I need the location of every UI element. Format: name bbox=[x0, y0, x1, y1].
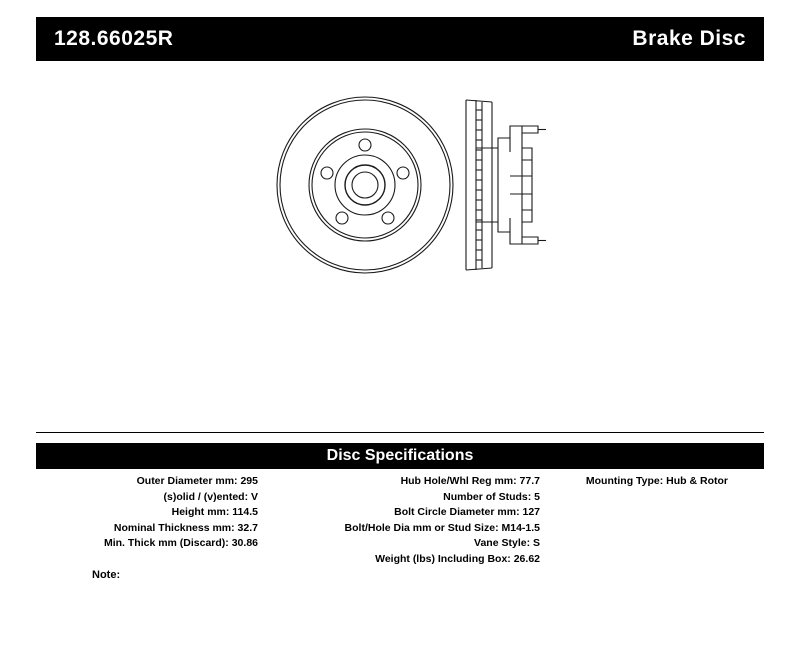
part-number: 128.66025R bbox=[54, 27, 174, 50]
spec-columns bbox=[36, 474, 764, 584]
page-title: Brake Disc bbox=[632, 27, 746, 50]
spec-item: Bolt Circle Diameter mm: 127 bbox=[394, 506, 540, 518]
spec-title-bar bbox=[36, 443, 764, 469]
spec-item: Mounting Type: Hub & Rotor bbox=[585, 475, 728, 487]
spec-item: Hub Hole/Whl Reg mm: 77.7 bbox=[400, 475, 540, 487]
header-bar bbox=[36, 17, 764, 61]
spec-item: Bolt/Hole Dia mm or Stud Size: M14-1.5 bbox=[344, 521, 540, 534]
spec-item: Outer Diameter mm: 295 bbox=[136, 475, 258, 487]
spec-item: Vane Style: S bbox=[474, 537, 540, 549]
technical-drawing bbox=[270, 90, 550, 280]
spec-section-title: Disc Specifications bbox=[326, 447, 474, 464]
brake-disc-side-section-view bbox=[466, 100, 546, 270]
spec-column-left bbox=[36, 474, 264, 584]
spec-item: Weight (lbs) Including Box: 26.62 bbox=[375, 552, 540, 565]
brake-disc-front-view bbox=[277, 97, 453, 273]
spec-item: (s)olid / (v)ented: V bbox=[163, 490, 258, 503]
spec-item: Number of Studs: 5 bbox=[443, 490, 540, 503]
section-divider bbox=[36, 432, 764, 433]
spec-column-middle bbox=[264, 474, 546, 584]
spec-item: Height mm: 114.5 bbox=[171, 506, 258, 518]
spec-item: Nominal Thickness mm: 32.7 bbox=[113, 521, 258, 534]
spec-item: Min. Thick mm (Discard): 30.86 bbox=[103, 537, 258, 549]
note-label: Note: bbox=[92, 569, 121, 581]
spec-column-right bbox=[546, 474, 764, 584]
